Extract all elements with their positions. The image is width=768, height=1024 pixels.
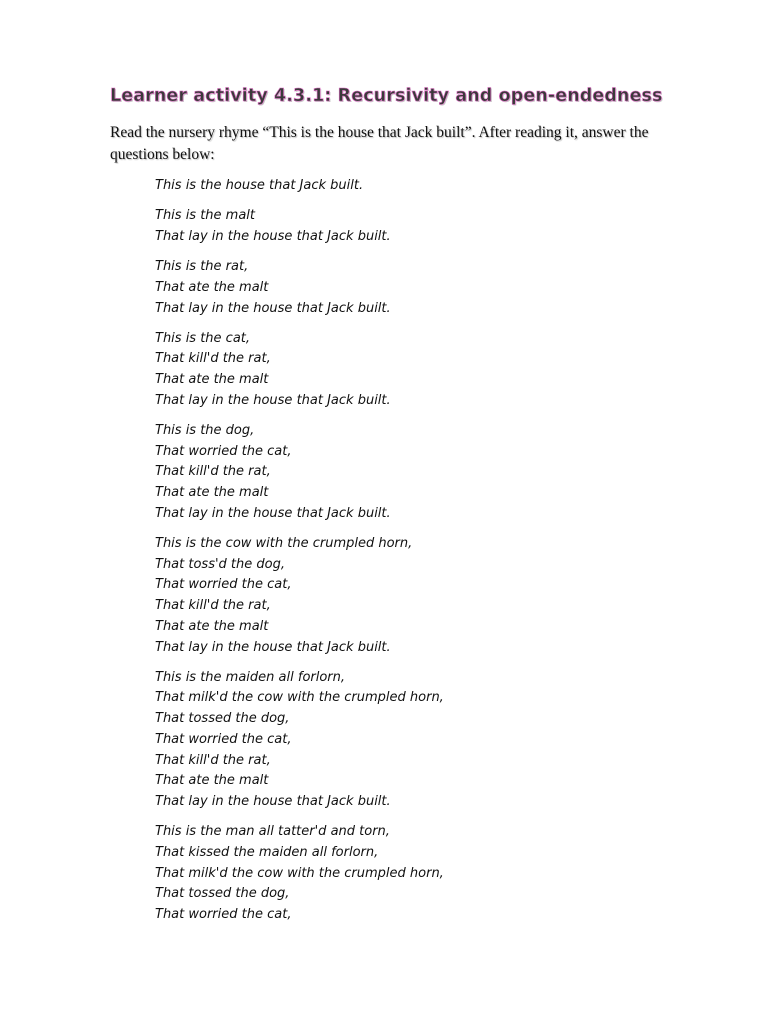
poem-stanza: [155, 822, 675, 926]
poem-stanza: [155, 534, 675, 658]
poem-stanza: [155, 668, 675, 813]
poem-line: This is the cat,: [155, 330, 251, 346]
intro-paragraph: Read the nursery rhyme “This is the house that Jack built”. After reading it, answer the questions below:: [110, 124, 649, 163]
poem-line: This is the man all tatter'd and torn,: [155, 824, 390, 840]
poem-line: That tossed the dog,: [155, 886, 290, 902]
poem-line: This is the house that Jack built.: [155, 178, 364, 193]
poem-line: That worried the cat,: [155, 577, 292, 593]
poem-stanza: [155, 176, 675, 197]
poem-line: That kissed the maiden all forlorn,: [155, 844, 379, 860]
nursery-rhyme: [155, 176, 675, 935]
poem-line: This is the cow with the crumpled horn,: [155, 536, 413, 552]
poem-line: That ate the malt: [155, 372, 269, 388]
poem-line: That worried the cat,: [155, 907, 292, 922]
poem-line: That milk'd the cow with the crumpled horn,: [155, 690, 444, 706]
activity-heading: Learner activity 4.3.1: Recursivity and open-endedness: [110, 86, 663, 106]
poem-line: This is the dog,: [155, 423, 255, 439]
poem-line: That kill'd the rat,: [155, 464, 271, 480]
poem-line: This is the rat,: [155, 259, 249, 275]
poem-line: That worried the cat,: [155, 731, 292, 747]
poem-stanza: [155, 329, 675, 412]
poem-line: That ate the malt: [155, 618, 269, 634]
poem-line: That lay in the house that Jack built.: [155, 505, 391, 521]
poem-line: That worried the cat,: [155, 443, 292, 459]
poem-line: That tossed the dog,: [155, 711, 290, 727]
poem-line: That lay in the house that Jack built.: [155, 793, 391, 809]
poem-stanza: [155, 257, 675, 319]
poem-line: That ate the malt: [155, 485, 269, 501]
poem-line: That lay in the house that Jack built.: [155, 392, 391, 408]
poem-line: That lay in the house that Jack built.: [155, 300, 391, 316]
poem-line: That lay in the house that Jack built.: [155, 639, 391, 655]
poem-line: That kill'd the rat,: [155, 351, 271, 367]
poem-line: That kill'd the rat,: [155, 752, 271, 768]
poem-line: This is the malt: [155, 208, 256, 224]
poem-line: This is the maiden all forlorn,: [155, 669, 346, 685]
poem-stanza: [155, 421, 675, 525]
poem-line: That ate the malt: [155, 279, 269, 295]
poem-line: That milk'd the cow with the crumpled horn,: [155, 865, 444, 881]
poem-line: That toss'd the dog,: [155, 556, 285, 572]
poem-stanza: [155, 206, 675, 247]
poem-line: That ate the malt: [155, 773, 269, 789]
poem-line: That lay in the house that Jack built.: [155, 228, 391, 244]
poem-line: That kill'd the rat,: [155, 598, 271, 614]
